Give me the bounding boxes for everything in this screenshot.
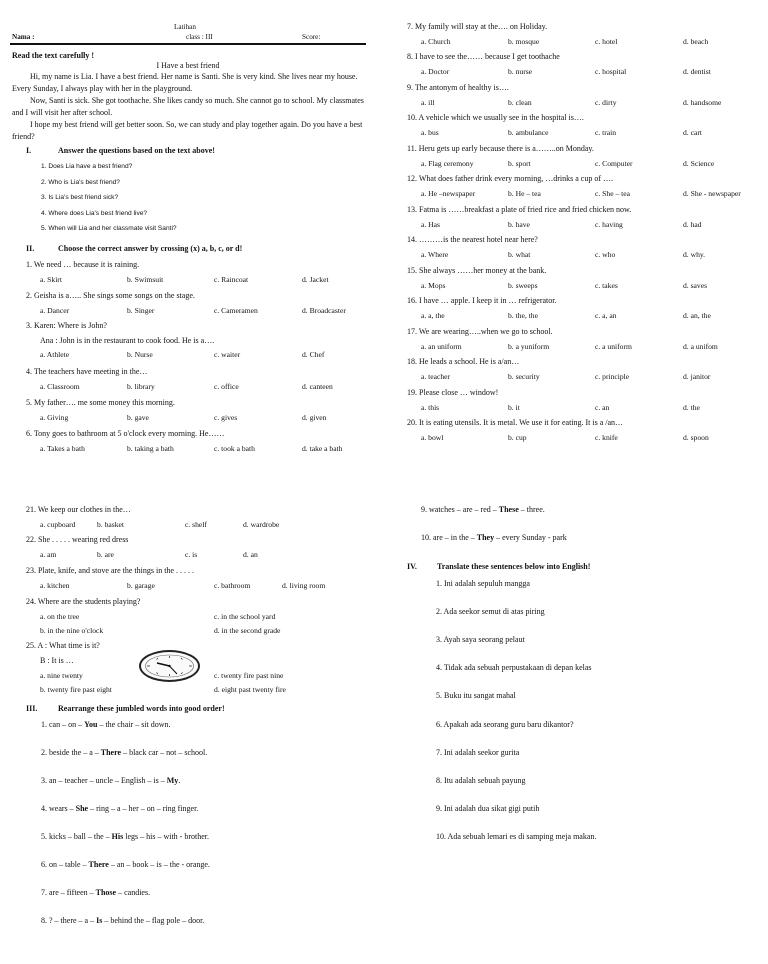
header-class: class : III xyxy=(186,33,213,41)
mc-option: b. have xyxy=(508,219,530,229)
mc-option: b. Singer xyxy=(127,305,155,315)
section1-question: 3. Is Lia's best friend sick? xyxy=(41,194,119,202)
mc-option: d. living room xyxy=(282,581,326,590)
mc-option: d. Broadcaster xyxy=(302,305,346,315)
mc-option: b. nurse xyxy=(508,66,533,76)
mc-option: a. He –newspaper xyxy=(421,188,476,198)
mc-option: d. given xyxy=(302,412,327,422)
rearrange-text: 7. are – fifteen – xyxy=(41,888,96,897)
mc-question: 2. Geisha is a….. She sings some songs on the stage. xyxy=(26,291,195,300)
rearrange-text: 8. ? – there – a – xyxy=(41,916,97,925)
section1-question: 1. Does Lia have a best friend? xyxy=(41,163,133,170)
mc-question: 24. Where are the students playing? xyxy=(26,597,141,606)
mc-option: c. She – tea xyxy=(595,188,631,198)
rearrange-text: 10. are – in the – xyxy=(421,533,477,542)
mc-option: b. Swimsuit xyxy=(127,274,164,284)
mc-option: c. a, an xyxy=(595,310,617,320)
mc-option: c. principle xyxy=(595,371,630,381)
mc-option: d. janitor xyxy=(683,371,711,381)
rearrange-text: 6. on – table – xyxy=(41,860,89,869)
mc-option: b. what xyxy=(508,249,531,259)
rearrange-keyword: She xyxy=(75,804,89,813)
mc-question: 20. It is eating utensils. It is metal. We use it for eating. It is a /an… xyxy=(407,418,624,427)
section4-number: IV. xyxy=(407,562,417,571)
mc-option: d. She - newspaper xyxy=(683,188,741,198)
mc-option: a. Has xyxy=(421,219,440,229)
rearrange-keyword: They xyxy=(476,533,495,542)
mc-option: c. is xyxy=(185,550,198,559)
mc-option: b. a yuniform xyxy=(508,341,550,351)
mc-option: d. wardrobe xyxy=(243,520,280,529)
translate-item: 5. Buku itu sangat mahal xyxy=(436,691,516,701)
mc-option: d. why. xyxy=(683,249,706,259)
mc-option: d. handsome xyxy=(683,97,722,107)
rearrange-keyword: Those xyxy=(95,888,117,897)
rearrange-keyword: There xyxy=(100,748,122,757)
mc-option: c. took a bath xyxy=(214,443,255,453)
mc-option: a. Flag ceremony xyxy=(421,158,474,168)
mc-question: 18. He leads a school. He is a/an… xyxy=(407,357,520,366)
rearrange-text: – an – book – is – the - orange. xyxy=(108,860,210,869)
mc-question: 22. She . . . . . wearing red dress xyxy=(26,535,129,544)
mc-option: d. cart xyxy=(683,127,702,137)
mc-option: d. had xyxy=(683,219,702,229)
mc-option: c. in the school yard xyxy=(214,612,276,621)
mc-option: a. ill xyxy=(421,97,435,107)
mc-option: d. Jacket xyxy=(302,274,329,284)
translate-item: 6. Apakah ada seorang guru baru dikantor? xyxy=(436,719,574,729)
header-score: Score: xyxy=(302,33,321,41)
rearrange-keyword: Is xyxy=(96,916,103,925)
mc-option: b. in the nine o'clock xyxy=(40,626,104,635)
mc-option: c. Cameramen xyxy=(214,305,258,315)
mc-option: a. on the tree xyxy=(40,612,80,621)
mc-option: d. saves xyxy=(683,280,708,290)
mc-option: c. hotel xyxy=(595,36,618,46)
translate-item: 1. Ini adalah sepuluh mangga xyxy=(436,579,530,588)
rearrange-keyword: These xyxy=(498,505,519,514)
mc-option: c. shelf xyxy=(185,520,207,529)
mc-option: a. this xyxy=(421,402,440,412)
mc-option: d. in the second grade xyxy=(214,626,281,635)
mc-option: a. Church xyxy=(421,36,451,46)
mc-question: 13. Fatma is ……breakfast a plate of fried rice and fried chicken now. xyxy=(407,205,632,214)
rearrange-text: 5. kicks – ball – the – xyxy=(41,832,112,841)
mc-question: 19. Please close … window! xyxy=(407,388,499,397)
header-rule xyxy=(10,43,366,45)
mc-option: a. nine twenty xyxy=(40,671,83,680)
mc-option: a. am xyxy=(40,550,57,559)
mc-option: c. bathroom xyxy=(214,581,251,590)
mc-option: a. bowl xyxy=(421,432,444,442)
rearrange-item xyxy=(41,832,209,842)
mc-option: c. gives xyxy=(214,412,238,422)
mc-option: d. beach xyxy=(683,36,709,46)
mc-option: a. Skirt xyxy=(40,274,62,284)
header-latihan: Latihan xyxy=(174,23,196,31)
mc-option: d. Chef xyxy=(302,350,325,359)
mc-question: 1. We need … because it is raining. xyxy=(26,260,140,269)
clock-face xyxy=(141,652,198,680)
translate-item: 8. Itu adalah sebuah payung xyxy=(436,775,526,785)
mc-option: a. Giving xyxy=(40,412,69,422)
rearrange-item xyxy=(41,804,198,814)
rearrange-keyword: You xyxy=(84,720,98,729)
mc-question-continued: B : It is … xyxy=(40,656,74,665)
rearrange-item xyxy=(41,888,150,898)
rearrange-item xyxy=(41,748,207,758)
mc-option: c. a uniform xyxy=(595,341,632,351)
section2-title: Choose the correct answer by crossing (x) a, b, c, or d! xyxy=(58,244,243,253)
mc-option: c. waiter xyxy=(214,350,241,359)
mc-option: d. the xyxy=(683,402,700,412)
mc-question-continued: Ana : John is in the restaurant to cook food. He is a…. xyxy=(40,335,215,345)
rearrange-keyword: My xyxy=(166,776,179,785)
mc-option: c. dirty xyxy=(595,97,617,107)
mc-option: b. garage xyxy=(127,581,155,590)
mc-option: d. a unifom xyxy=(683,341,718,351)
mc-option: d. eight past twenty fire xyxy=(214,685,286,694)
section1-question: 5. When will Lia and her classmate visit Santi? xyxy=(41,225,177,233)
mc-question: 11. Heru gets up early because there is a……..on Monday. xyxy=(407,144,594,153)
rearrange-text: . xyxy=(178,776,181,785)
rearrange-text: legs – his – with - brother. xyxy=(123,832,209,841)
reading-paragraph-3: I hope my best friend will get better soon. So, we can study and play together again. Do you have a best friend? xyxy=(12,120,363,141)
mc-question: 3. Karen: Where is John? xyxy=(26,321,107,330)
mc-option: b. cup xyxy=(508,432,527,442)
section3-title: Rearrange these jumbled words into good order! xyxy=(58,704,225,713)
mc-option: c. knife xyxy=(595,432,618,442)
mc-option: c. who xyxy=(595,249,616,259)
mc-option: d. dentist xyxy=(683,66,711,76)
mc-option: d. take a bath xyxy=(302,443,343,453)
rearrange-text: 1. can – on – xyxy=(41,720,85,729)
mc-option: a. kitchen xyxy=(40,581,70,590)
mc-option: b. clean xyxy=(508,97,532,107)
rearrange-item xyxy=(41,860,210,870)
rearrange-text: – behind the – flag pole – door. xyxy=(102,916,205,925)
header-name: Nama : xyxy=(12,33,35,41)
mc-option: c. office xyxy=(214,381,239,391)
rearrange-item xyxy=(41,776,180,786)
translate-item: 4. Tidak ada sebuah perpustakaan di depan kelas xyxy=(436,663,592,673)
reading-instruction: Read the text carefully ! xyxy=(12,51,95,60)
mc-question: 25. A : What time is it? xyxy=(26,641,100,650)
rearrange-text: – three. xyxy=(518,505,545,514)
mc-option: b. basket xyxy=(97,520,124,529)
mc-option: d. an xyxy=(243,550,258,559)
translate-item: 7. Ini adalah seekor gurita xyxy=(436,747,520,757)
mc-option: a. Doctor xyxy=(421,66,450,76)
rearrange-text: – every Sunday - park xyxy=(494,533,567,542)
reading-paragraph-1: Hi, my name is Lia. I have a best friend. Her name is Santi. She is very kind. She lives near my house. Every Sunday, I always play with her in the playground. xyxy=(12,72,358,93)
section2-number: II. xyxy=(26,244,35,253)
mc-option: b. Nurse xyxy=(127,350,153,359)
rearrange-text: 2. beside the – a – xyxy=(41,748,101,757)
mc-option: c. Raincoat xyxy=(214,274,249,284)
mc-option: d. spoon xyxy=(683,432,709,442)
mc-option: c. having xyxy=(595,219,623,229)
mc-option: b. sweeps xyxy=(508,280,538,290)
mc-option: d. canteen xyxy=(302,381,333,391)
mc-option: c. twenty fire past nine xyxy=(214,671,284,680)
mc-option: a. a, the xyxy=(421,310,445,320)
mc-question: 7. My family will stay at the…. on Holiday. xyxy=(407,22,548,31)
rearrange-text: – the chair – sit down. xyxy=(97,720,171,729)
rearrange-text: – candies. xyxy=(116,888,151,897)
mc-option: a. cupboard xyxy=(40,520,76,529)
translate-item: 10. Ada sebuah lemari es di samping meja makan. xyxy=(436,831,597,841)
mc-option: b. security xyxy=(508,371,540,381)
section3-number: III. xyxy=(26,704,38,713)
mc-option: c. an xyxy=(595,402,610,412)
mc-question: 14. ………is the nearest hotel near here? xyxy=(407,235,538,244)
section1-question: 4. Where does Lia's best friend live? xyxy=(41,209,148,217)
mc-question: 21. We keep our clothes in the… xyxy=(26,505,131,514)
rearrange-item xyxy=(421,505,545,515)
rearrange-keyword: There xyxy=(88,860,109,869)
translate-item: 3. Ayah saya seorang pelaut xyxy=(436,635,525,645)
section1-title: Answer the questions based on the text above! xyxy=(58,146,215,155)
reading-paragraph-2: Now, Santi is sick. She got toothache. She likes candy so much. She cannot go to school. My classmates and I will visit her after school. xyxy=(12,96,364,117)
mc-option: b. it xyxy=(508,402,520,412)
rearrange-text: – black car – not – school. xyxy=(121,748,208,757)
mc-option: b. He – tea xyxy=(508,188,541,198)
mc-question: 16. I have … apple. I keep it in … refrigerator. xyxy=(407,296,557,305)
mc-option: b. ambulance xyxy=(508,127,549,137)
mc-option: c. hospital xyxy=(595,66,627,76)
reading-title: I Have a best friend xyxy=(156,61,220,70)
mc-option: a. Classroom xyxy=(40,381,80,391)
rearrange-text: – ring – a – her – on – ring finger. xyxy=(88,804,199,813)
mc-question: 23. Plate, knife, and stove are the things in the . . . . . xyxy=(26,566,194,575)
rearrange-text: 4. wears – xyxy=(41,804,76,813)
mc-option: a. Mops xyxy=(421,280,446,290)
mc-option: c. train xyxy=(595,127,617,137)
mc-option: c. Computer xyxy=(595,158,633,168)
mc-option: d. an, the xyxy=(683,310,711,320)
translate-item: 9. Ini adalah dua sikat gigi putih xyxy=(436,803,540,813)
rearrange-text: 3. an – teacher – uncle – English – is – xyxy=(41,776,167,785)
mc-question: 17. We are wearing…..when we go to school. xyxy=(407,327,553,336)
mc-option: b. library xyxy=(127,381,155,391)
rearrange-item xyxy=(41,720,171,730)
mc-option: b. gave xyxy=(127,412,149,422)
mc-option: a. Dancer xyxy=(40,305,70,315)
translate-item: 2. Ada seekor semut di atas piring xyxy=(436,607,545,617)
mc-option: a. an uniform xyxy=(421,341,462,351)
mc-option: a. Where xyxy=(421,249,449,259)
mc-option: a. Takes a bath xyxy=(40,443,85,453)
mc-question: 4. The teachers have meeting in the… xyxy=(26,367,148,376)
mc-option: d. Science xyxy=(683,158,715,168)
mc-option: b. sport xyxy=(508,158,531,168)
mc-question: 6. Tony goes to bathroom at 5 o'clock every morning. He…… xyxy=(26,429,225,438)
rearrange-text: 9. watches – are – red – xyxy=(421,505,499,514)
mc-option: a. Athlete xyxy=(40,350,70,359)
section1-question: 2. Who is Lia's best friend? xyxy=(41,178,120,186)
clock-icon xyxy=(139,650,200,682)
mc-option: c. takes xyxy=(595,280,618,290)
mc-option: b. taking a bath xyxy=(127,443,174,453)
mc-option: b. twenty fire past eight xyxy=(40,685,112,694)
mc-question: 9. The antonym of healthy is…. xyxy=(407,83,509,92)
mc-option: b. are xyxy=(97,550,114,559)
mc-option: a. teacher xyxy=(421,371,451,381)
mc-question: 10. A vehicle which we usually see in the hospital is…. xyxy=(407,113,584,122)
mc-question: 12. What does father drink every morning, …drinks a cup of …. xyxy=(407,174,614,183)
mc-option: b. mosque xyxy=(508,36,540,46)
mc-option: b. the, the xyxy=(508,310,538,320)
mc-option: a. bus xyxy=(421,127,439,137)
rearrange-item xyxy=(421,533,567,543)
rearrange-item xyxy=(41,916,204,926)
section1-number: I. xyxy=(26,146,32,155)
rearrange-keyword: His xyxy=(111,832,124,841)
mc-question: 5. My father…. me some money this morning. xyxy=(26,398,175,407)
section4-title: Translate these sentences below into English! xyxy=(437,562,591,571)
mc-question: 15. She always ……her money at the bank. xyxy=(407,266,547,275)
mc-question: 8. I have to see the…… because I get toothache xyxy=(407,52,560,61)
